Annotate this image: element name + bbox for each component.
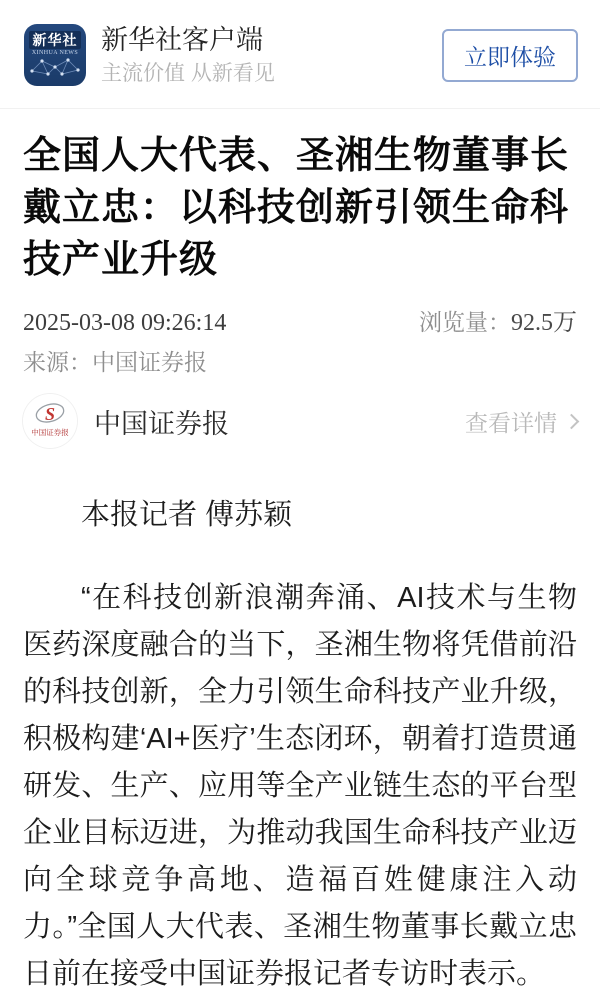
app-tagline: 主流价值 从新看见 — [101, 62, 275, 85]
app-banner — [0, 0, 600, 109]
open-app-button[interactable]: 立即体验 — [442, 29, 578, 82]
view-count-value: 92.5万 — [511, 310, 577, 336]
article-source: 来源：中国证券报 — [23, 349, 207, 375]
article — [0, 130, 600, 990]
article-meta — [23, 302, 577, 337]
xinhua-app-logo-icon — [24, 24, 86, 86]
view-details-label: 查看详情 — [465, 409, 557, 436]
article-title: 全国人大代表、圣湘生物董事长戴立忠：以科技创新引领生命科技产业升级 — [23, 135, 570, 281]
article-paragraph: “在科技创新浪潮奔涌、AI技术与生物医药深度融合的当下，圣湘生物将凭借前沿的科技创新，全力引领生命科技产业升级，积极构建‘AI+医疗’生态闭环，朝着打造贯通研发、生产、应用等全产业链生态的平台型企业目标迈进，为推动我国生命科技产业迈向全球竞争高地、造福百姓健康注入动力。”全国人大代表、圣湘生物董事长戴立忠日前在接受中国证券报记者专访时表示。 — [23, 582, 577, 990]
publish-time: 2025-03-08 09:26:14 — [23, 310, 227, 336]
article-byline: 本报记者 傅苏颖 — [81, 499, 293, 531]
logo-cn-text: 新华社 — [29, 31, 81, 49]
view-count — [419, 302, 577, 337]
publisher-card[interactable] — [23, 394, 577, 448]
view-count-label: 浏览量： — [419, 309, 511, 335]
app-name: 新华社客户端 — [101, 25, 263, 55]
publisher-logo-icon — [23, 394, 77, 448]
app-info — [101, 24, 442, 86]
chevron-right-icon — [564, 413, 580, 429]
constellation-icon — [28, 57, 82, 77]
publisher-name: 中国证券报 — [94, 408, 229, 439]
view-details-link[interactable] — [465, 405, 577, 438]
article-body — [23, 492, 577, 990]
publisher-logo-caption: 中国证券报 — [31, 428, 69, 437]
publisher-logo-glyph: S — [44, 404, 56, 424]
logo-en-text: XINHUA NEWS — [31, 50, 79, 56]
